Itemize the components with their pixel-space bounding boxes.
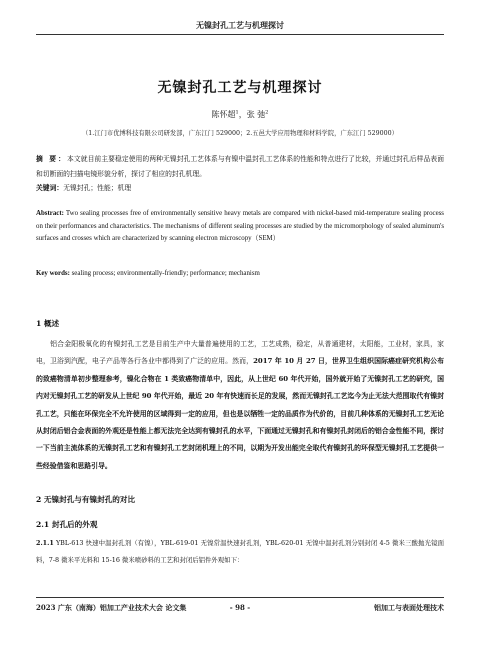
author-affiliation-mark: 1 (235, 109, 239, 116)
keywords-zh-label: 关键词： (36, 184, 64, 192)
abstract-en (36, 208, 444, 246)
keywords-en-text: sealing process; environmentally-friendly; performance; mechanism (69, 270, 260, 277)
running-title: 无镍封孔工艺与机理探讨 (196, 20, 284, 30)
footer-proceedings: 2023 广东（南海）铝加工产业技术大会 论文集 (36, 603, 187, 612)
page-number: - 98 - (229, 603, 251, 612)
author-name: 张 弛 (246, 110, 266, 119)
section-2-heading: 2 无镍封孔与有镍封孔的对比 (36, 495, 136, 504)
keywords-zh-text: 无镍封孔；性能；机理 (63, 184, 132, 192)
paragraph-text-normal: 铝合金阳极氧化的有镍封孔工艺是目前生产中大量普遍使用的工艺，工艺成熟，稳定，从普通建材，太阳能，工业材，家具，家电，卫浴到汽配，电子产品等各行各业中都得到了广泛的应用。然而， (36, 340, 444, 366)
header-rule (36, 34, 444, 35)
footer-journal: 铝加工与表面处理技术 (374, 603, 444, 612)
affiliation: （1.江门市优博科技有限公司研发部，广东江门 529000；2.五邑大学应用物理和材料学院，广东江门 529000） (82, 130, 398, 137)
author-separator: ， (238, 110, 247, 119)
abstract-en-label: Abstract: (36, 210, 64, 217)
section-1-heading: 1 概述 (36, 319, 60, 328)
keywords-en (36, 268, 444, 280)
abstract-zh (36, 152, 444, 182)
section-1-paragraph (36, 336, 444, 475)
paragraph-text-bold: 2017 年 10 月 27 日，世界卫生组织国际癌症研究机构公布的致癌物清单初步整理参考，镍化合物在 1 类致癌物清单中，因此，从上世纪 60 年代开始，国外就开始了无镍封孔工艺的研究，国内对无镍封孔工艺的研发从上世纪 90 年代开始，最近 20 年有快速而长足的发展，然而无镍封孔工艺迄今为止无法大范围取代有镍封孔工艺，只能在环保完全不允许使用的区域得到一定的应用，但也是以牺牲一定的品质作为代价的，目前几种体系的无镍封孔工艺无论从封闭后铝合金表面的外观还是性能上都无法完全达到有镍封孔的水平，下面通过无镍封孔和有镍封孔封闭后的铝合金性能不同，探讨一下当前主流体系的无镍封孔工艺和有镍封孔工艺封闭机理上的不同，以期为开发出能完全取代有镍封孔的环保型无镍封孔工艺提供一些经验借鉴和思路引导。 (36, 357, 445, 470)
author-name: 陈怀超 (211, 110, 236, 119)
subsection-2-1-1-paragraph (36, 535, 444, 569)
subsection-2-1-1-number: 2.1.1 (36, 539, 54, 547)
keywords-zh (36, 182, 444, 194)
abstract-zh-text: 本文就目前主要稳定使用的两种无镍封孔工艺体系与有镍中温封孔工艺体系的性能和特点进行了比较，并通过封孔后样品表面和切断面的扫描电镜形貌分析，探讨了相应的封孔机理。 (36, 155, 444, 178)
abstract-zh-label: 摘 要： (36, 155, 67, 163)
subsection-2-1-1-text: YBL-613 快速中温封孔剂（有镍），YBL-619-01 无镍常温快速封孔剂，YBL-620-01 无镍中温封孔剂分别封闭 4-5 微米三酸抛光镜面料，7-8 微米平光料和 15-16 微米喷砂料的工艺和封闭后铝件外观如下： (36, 539, 444, 565)
keywords-en-label: Key words: (36, 270, 70, 277)
author-line (36, 109, 444, 120)
author-affiliation-mark: 2 (265, 109, 269, 116)
subsection-2-1-heading: 2.1 封孔后的外观 (36, 520, 98, 529)
paper-title: 无镍封孔工艺与机理探讨 (157, 80, 323, 96)
abstract-en-text: Two sealing processes free of environmentally sensitive heavy metals are compared with nickel-based mid-temperature sealing process on their performances and characteristics. The mechanisms of different sealing processes are studied by the micromorphology of sealed aluminum's surfaces and crosses which are characterized by scanning electron microscopy（SEM） (36, 210, 444, 242)
footer-rule (36, 597, 444, 598)
